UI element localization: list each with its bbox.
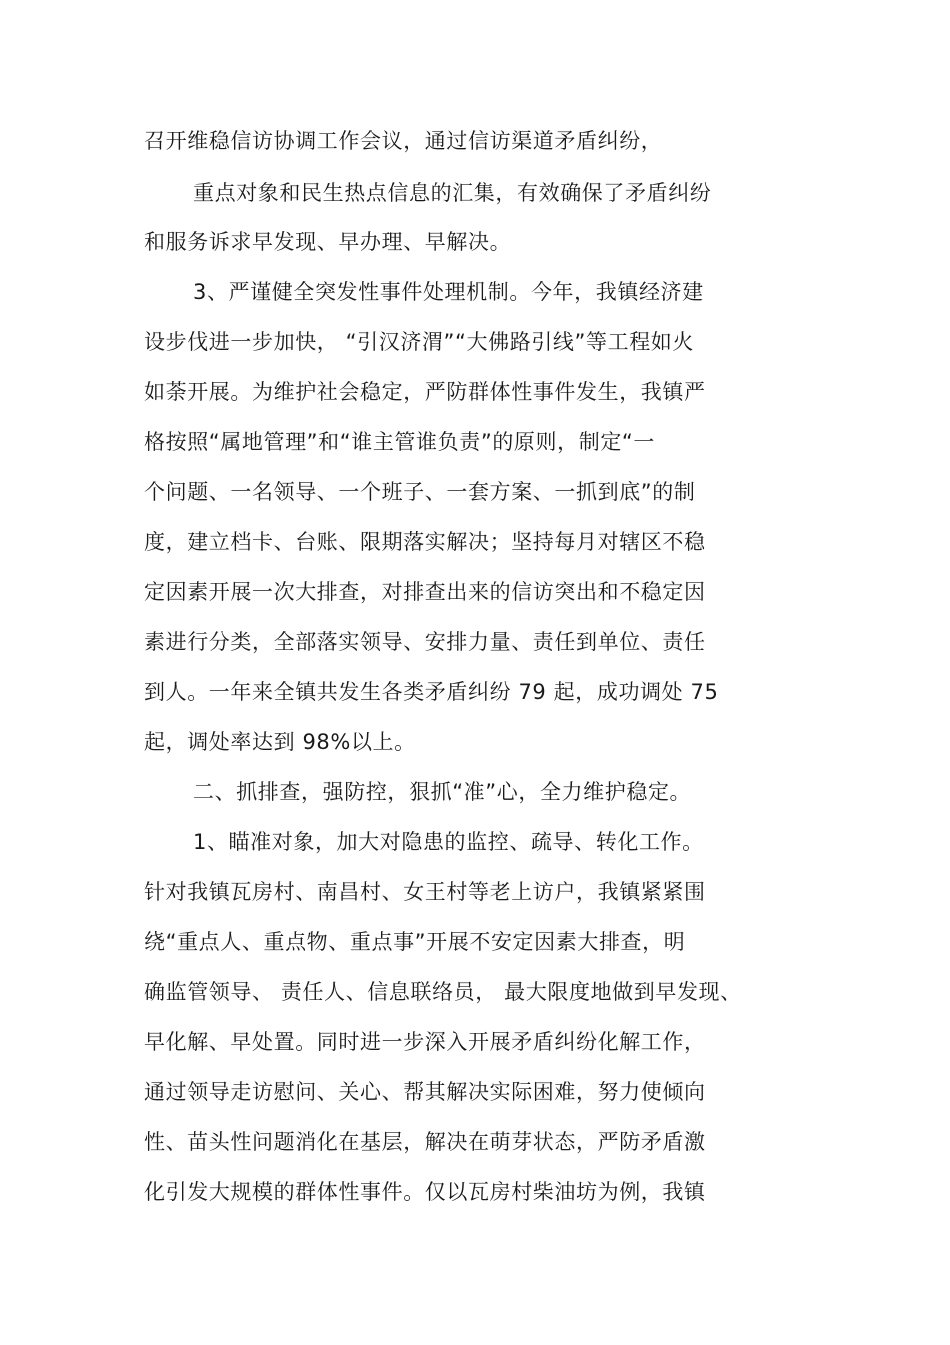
- text-line-5: 设步伐进一步加快， “引汉济渭”“大佛路引线”等工程如火: [144, 330, 694, 354]
- text-line-7: 格按照“属地管理”和“谁主管谁负责”的原则，制定“一: [144, 430, 655, 454]
- text-line-20: 通过领导走访慰问、关心、帮其解决实际困难，努力使倾向: [144, 1080, 706, 1104]
- text-line-11: 素进行分类，全部落实领导、安排力量、责任到单位、责任: [144, 630, 706, 654]
- text-line-10: 定因素开展一次大排查，对排查出来的信访突出和不稳定因: [144, 580, 706, 604]
- text-line-16: 针对我镇瓦房村、南昌村、女王村等老上访户，我镇紧紧围: [144, 880, 706, 904]
- text-line-14: 二、抓排查，强防控，狠抓“准”心，全力维护稳定。: [193, 780, 692, 804]
- text-line-9: 度，建立档卡、台账、限期落实解决；坚持每月对辖区不稳: [144, 530, 706, 554]
- text-line-13: 起，调处率达到 98%以上。: [144, 730, 416, 754]
- text-line-17: 绕“重点人、重点物、重点事”开展不安定因素大排查，明: [144, 930, 686, 954]
- text-line-6: 如荼开展。为维护社会稳定，严防群体性事件发生，我镇严: [144, 380, 706, 404]
- text-line-1: 召开维稳信访协调工作会议，通过信访渠道矛盾纠纷，: [144, 129, 663, 153]
- text-line-2: 重点对象和民生热点信息的汇集，有效确保了矛盾纠纷: [193, 181, 712, 205]
- text-line-15: 1、瞄准对象，加大对隐患的监控、疏导、转化工作。: [193, 830, 704, 854]
- text-line-21: 性、苗头性问题消化在基层，解决在萌芽状态，严防矛盾激: [144, 1130, 706, 1154]
- text-line-12: 到人。一年来全镇共发生各类矛盾纠纷 79 起，成功调处 75: [144, 680, 719, 704]
- text-line-18: 确监管领导、 责任人、信息联络员， 最大限度地做到早发现、: [144, 980, 742, 1004]
- text-line-22: 化引发大规模的群体性事件。仅以瓦房村柴油坊为例，我镇: [144, 1180, 706, 1204]
- text-line-19: 早化解、早处置。同时进一步深入开展矛盾纠纷化解工作，: [144, 1030, 706, 1054]
- text-line-8: 个问题、一名领导、一个班子、一套方案、一抓到底”的制: [144, 480, 696, 504]
- text-line-3: 和服务诉求早发现、早办理、早解决。: [144, 230, 512, 254]
- text-line-4: 3、严谨健全突发性事件处理机制。今年，我镇经济建: [193, 280, 704, 304]
